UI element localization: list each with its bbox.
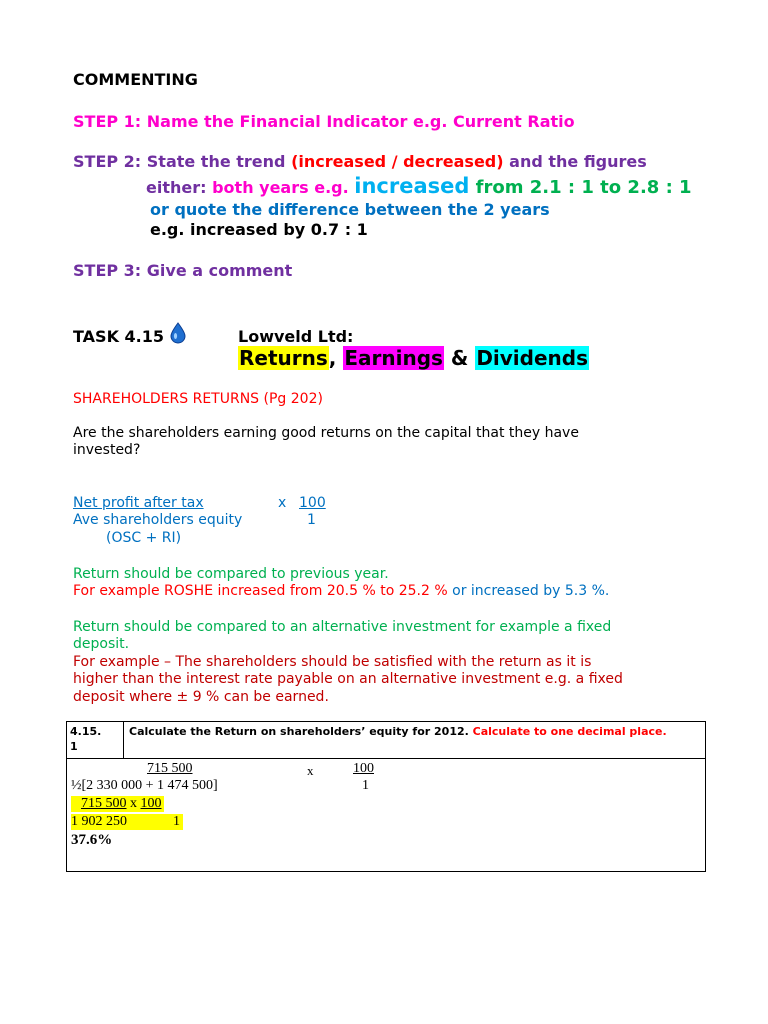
- example1-line: [73, 583, 609, 599]
- formula-numerator: Net profit after tax: [73, 495, 204, 511]
- instruction-text: Calculate the Return on shareholders’ equity for 2012.: [129, 725, 473, 738]
- formula-one: 1: [307, 512, 316, 528]
- formula-osc-ri: (OSC + RI): [106, 530, 182, 546]
- example1-red: For example ROSHE increased from 20.5 % to 25.2 %: [73, 583, 448, 599]
- hl-hundred: 100: [140, 796, 162, 811]
- from-to-text: from 2.1 : 1 to 2.8 : 1: [469, 177, 692, 198]
- example2-line1: For example – The shareholders should be satisfied with the return as it is: [73, 654, 592, 670]
- step2-trend: (increased / decreased): [291, 152, 504, 171]
- compare-alt-line2: deposit.: [73, 636, 130, 652]
- both-years-text: both years e.g.: [212, 178, 355, 197]
- question-number-line1: 4.15.: [70, 725, 102, 738]
- hl-denominator: 1 902 250: [71, 814, 127, 829]
- earnings-word: Earnings: [344, 346, 443, 370]
- eg-increased-text: e.g. increased by 0.7 : 1: [150, 220, 368, 239]
- increased-word: increased: [354, 174, 470, 198]
- calc-one: 1: [362, 778, 369, 793]
- hl-numerator: 715 500: [81, 796, 127, 811]
- instruction-cell: [124, 722, 706, 759]
- either-line: [146, 174, 692, 198]
- table-row: [67, 759, 706, 872]
- amp: &: [443, 346, 476, 370]
- either-label: either:: [146, 178, 213, 197]
- highlight-denominator-line: [71, 814, 183, 830]
- or-quote-text: or quote the difference between the 2 years: [150, 200, 550, 219]
- commenting-heading: COMMENTING: [73, 70, 198, 89]
- question-number-line2: 1: [70, 740, 78, 753]
- highlight-numerator-line: [71, 796, 164, 812]
- calc-hundred: 100: [353, 761, 374, 776]
- step1-text: STEP 1: Name the Financial Indicator e.g. Current Ratio: [73, 112, 575, 131]
- calculation-table: [66, 721, 706, 872]
- step3-text: STEP 3: Give a comment: [73, 261, 293, 280]
- example2-line3: deposit where ± 9 % can be earned.: [73, 689, 329, 705]
- returns-word: Returns: [239, 346, 328, 370]
- instruction-red: Calculate to one decimal place.: [472, 725, 667, 738]
- water-drop-icon: [170, 322, 186, 344]
- calc-times: x: [307, 763, 314, 778]
- task-label: TASK 4.15: [73, 327, 165, 346]
- comma: ,: [328, 346, 337, 370]
- calc-denominator: ½[2 330 000 + 1 474 500]: [71, 778, 218, 793]
- company-name: Lowveld Ltd:: [238, 327, 354, 346]
- step2-tail: and the figures: [503, 152, 647, 171]
- example1-blue: or increased by 5.3 %.: [447, 583, 610, 599]
- formula-times: x: [278, 495, 287, 511]
- task-title: [238, 344, 589, 372]
- question-line2: invested?: [73, 442, 141, 458]
- table-row: [67, 722, 706, 759]
- compare-previous-note: Return should be compared to previous year.: [73, 566, 389, 582]
- compare-alt-line1: Return should be compared to an alternative investment for example a fixed: [73, 619, 612, 635]
- formula-hundred: 100: [299, 495, 326, 511]
- formula-denominator: Ave shareholders equity: [73, 512, 243, 528]
- example2-line2: higher than the interest rate payable on an alternative investment e.g. a fixed: [73, 671, 623, 687]
- question-number-cell: [67, 722, 124, 759]
- calc-numerator: 715 500: [147, 761, 193, 776]
- question-line1: Are the shareholders earning good returns on the capital that they have: [73, 425, 579, 441]
- dividends-word: Dividends: [476, 346, 589, 370]
- step2-label: STEP 2: State the trend: [73, 152, 292, 171]
- calc-result: 37.6%: [71, 832, 113, 848]
- step2-line: [73, 152, 647, 171]
- answer-cell: [67, 759, 706, 872]
- hl-one: 1: [173, 814, 180, 829]
- hl-times: x: [126, 796, 141, 811]
- section-title: SHAREHOLDERS RETURNS (Pg 202): [73, 391, 323, 407]
